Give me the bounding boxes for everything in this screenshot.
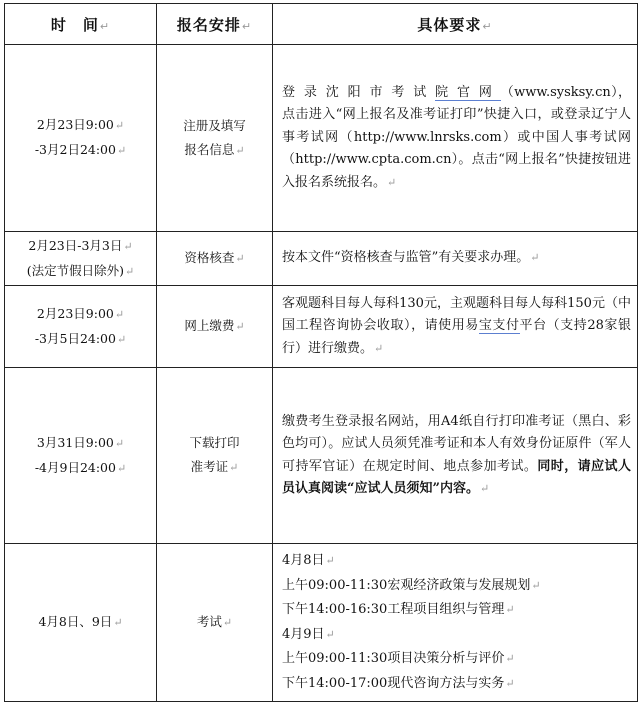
paragraph-mark-icon: ↵ xyxy=(114,307,125,321)
time-cell: 2月23日9:00↵ -3月2日24:00↵ xyxy=(5,45,157,232)
paragraph-mark-icon: ↵ xyxy=(325,627,335,641)
step-cell: 注册及填写 报名信息↵ xyxy=(157,45,273,232)
paragraph-mark-icon: ↵ xyxy=(235,320,245,333)
paragraph-mark-icon: ↵ xyxy=(235,143,245,157)
paragraph-mark-icon: ↵ xyxy=(479,482,490,495)
paragraph-mark-icon: ↵ xyxy=(113,616,123,629)
requirement-cell: 缴费考生登录报名网站，用A4纸自行打印准考证（黑白、彩色均可）。应试人员须凭准考证和本人有效身份证原件（军人可持军官证）在规定时间、地点参加考试。同时，请应试人员认真阅读“应试人员须知”内容。↵ xyxy=(273,368,638,544)
underlined-text: 院官网 xyxy=(435,84,501,100)
paragraph-mark-icon: ↵ xyxy=(505,676,515,690)
paragraph-mark-icon: ↵ xyxy=(99,19,111,33)
paragraph-mark-icon: ↵ xyxy=(374,341,384,355)
requirement-cell: 客观题科目每人每科130元，主观题科目每人每科150元（中国工程咨询协会收取），请使用易宝支付平台（支持28家银行）进行缴费。↵ xyxy=(273,286,638,368)
paragraph-mark-icon: ↵ xyxy=(241,19,253,33)
header-requirements: 具体要求↵ xyxy=(273,4,638,45)
header-arrangement: 报名安排↵ xyxy=(157,4,273,45)
table-row xyxy=(5,368,638,544)
time-cell: 2月23日9:00↵ -3月5日24:00↵ xyxy=(5,286,157,368)
table-row xyxy=(5,544,638,702)
paragraph-mark-icon: ↵ xyxy=(505,603,515,616)
schedule-line: 上午09:00-11:30项目决策分析与评价↵ xyxy=(282,651,515,666)
step-cell: 资格核查↵ xyxy=(157,232,273,286)
paragraph-mark-icon: ↵ xyxy=(116,144,127,157)
schedule-table xyxy=(4,3,638,702)
paragraph-mark-icon: ↵ xyxy=(114,436,125,450)
paragraph-mark-icon: ↵ xyxy=(125,264,135,278)
paragraph-mark-icon: ↵ xyxy=(222,616,233,629)
step-cell: 下载打印 准考证↵ xyxy=(157,368,273,544)
schedule-line: 4月9日↵ xyxy=(282,626,335,642)
paragraph-mark-icon: ↵ xyxy=(387,175,397,189)
paragraph-mark-icon: ↵ xyxy=(229,461,239,474)
exam-schedule-cell xyxy=(273,544,638,702)
time-cell: 2月23日-3月3日↵ (法定节假日除外)↵ xyxy=(5,232,157,286)
step-cell: 网上缴费↵ xyxy=(157,286,273,368)
table-row xyxy=(5,45,638,232)
paragraph-mark-icon: ↵ xyxy=(114,119,125,132)
schedule-line: 4月8日↵ xyxy=(282,553,335,568)
underlined-text: 宝支付 xyxy=(478,318,520,334)
time-cell: 4月8日、9日↵ xyxy=(5,544,157,702)
paragraph-mark-icon: ↵ xyxy=(123,239,133,253)
table-row xyxy=(5,286,638,368)
header-time: 时 间↵ xyxy=(5,4,157,45)
paragraph-mark-icon: ↵ xyxy=(531,578,541,592)
requirement-cell: 登录沈阳市考试院官网（www.sysksy.cn），点击进入“网上报名及准考证打印”快捷入口，或登录辽宁人事考试网（http://www.lnrsks.com）或中国人事考试网（http://www.cpta.com.cn）。点击“网上报名”快捷按钮进入报名系统报名。↵ xyxy=(273,45,638,232)
paragraph-mark-icon: ↵ xyxy=(116,332,127,346)
schedule-line: 上午09:00-11:30宏观经济政策与发展规划↵ xyxy=(282,577,541,593)
step-cell: 考试↵ xyxy=(157,544,273,702)
requirement-cell: 按本文件“资格核查与监管”有关要求办理。↵ xyxy=(273,232,638,286)
schedule-line: 下午14:00-16:30工程项目组织与管理↵ xyxy=(282,602,515,617)
paragraph-mark-icon: ↵ xyxy=(505,652,515,665)
time-cell: 3月31日9:00↵ -4月9日24:00↵ xyxy=(5,368,157,544)
paragraph-mark-icon: ↵ xyxy=(482,19,493,33)
schedule-line: 下午14:00-17:00现代咨询方法与实务↵ xyxy=(282,675,515,691)
header-row xyxy=(5,4,638,45)
table-row xyxy=(5,232,638,286)
paragraph-mark-icon: ↵ xyxy=(235,252,245,265)
paragraph-mark-icon: ↵ xyxy=(530,251,540,265)
bold-notice: 同时，请应试人员认真阅读“应试人员须知”内容。 xyxy=(282,458,631,496)
paragraph-mark-icon: ↵ xyxy=(116,461,127,475)
paragraph-mark-icon: ↵ xyxy=(325,554,335,567)
